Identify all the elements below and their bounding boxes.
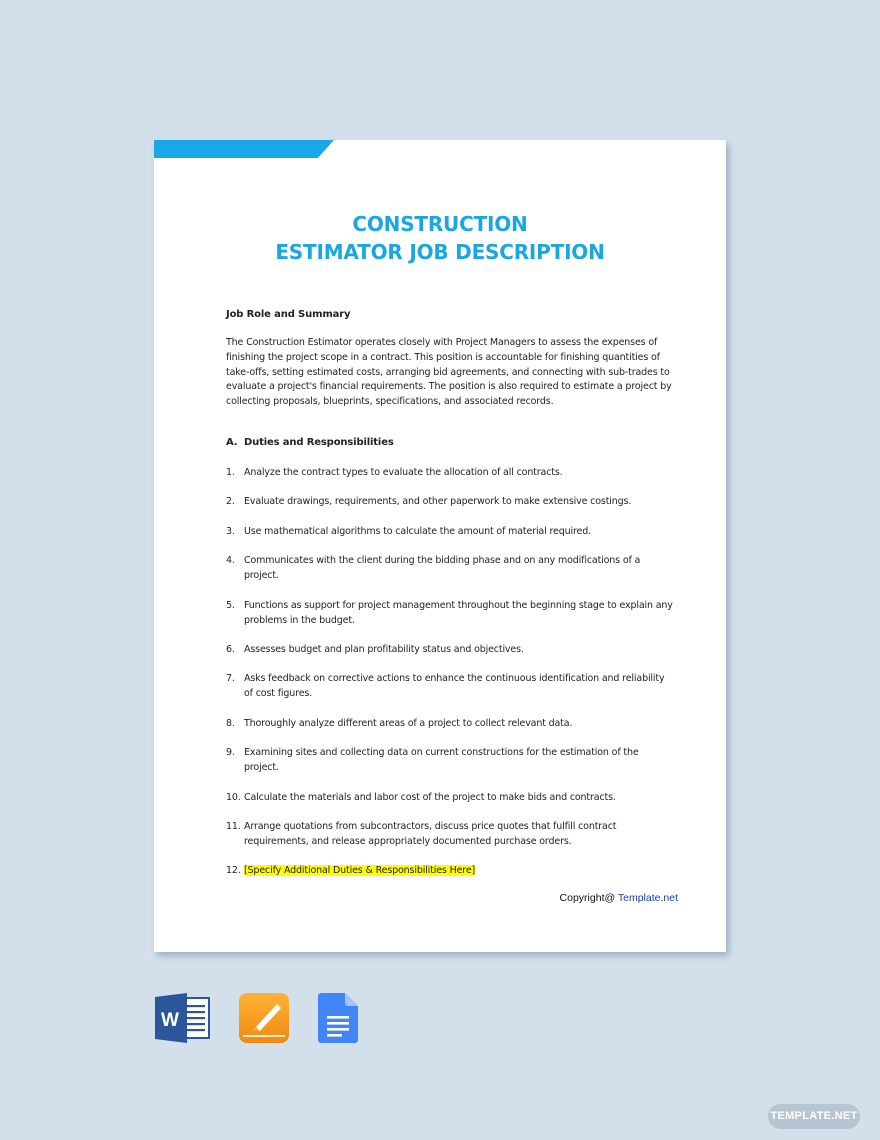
duty-item xyxy=(226,524,676,539)
word-icon-letter: W xyxy=(161,1010,179,1031)
duty-item xyxy=(226,745,676,775)
duty-number: 9. xyxy=(226,747,235,759)
duty-item xyxy=(226,863,676,878)
duty-number: 12. xyxy=(226,865,241,877)
duty-text: Thoroughly analyze different areas of a project to collect relevant data. xyxy=(244,717,573,729)
placeholder-highlight: [Specify Additional Duties & Responsibilities Here] xyxy=(244,865,476,877)
pages-icon[interactable] xyxy=(239,993,291,1048)
duties-heading-label: Duties and Responsibilities xyxy=(244,436,394,448)
summary-paragraph: The Construction Estimator operates closely with Project Managers to assess the expenses of finishing the project scope in a contract. This position is accountable for finishing quantities of take-offs, setting estimated costs, arranging bid agreements, and connecting with sub-trades to evaluate a project's financial requirements. The position is also required to estimate a project by collecting proposals, blueprints, specifications, and associated records. xyxy=(226,337,672,408)
word-icon[interactable] xyxy=(155,993,211,1048)
duty-item xyxy=(226,598,676,628)
duty-text: Analyze the contract types to evaluate the allocation of all contracts. xyxy=(244,466,563,478)
document-body xyxy=(226,308,676,893)
duty-number: 4. xyxy=(226,555,235,567)
duty-number: 7. xyxy=(226,673,235,685)
duty-number: 5. xyxy=(226,599,235,611)
copyright-link[interactable]: Template.net xyxy=(617,892,678,904)
duty-item xyxy=(226,671,676,701)
duty-text: Calculate the materials and labor cost of the project to make bids and contracts. xyxy=(244,791,616,803)
duty-number: 3. xyxy=(226,525,235,537)
duty-number: 2. xyxy=(226,496,235,508)
duties-heading xyxy=(226,436,676,450)
duty-item xyxy=(226,790,676,805)
document-page xyxy=(154,140,726,952)
duty-text: Assesses budget and plan profitability status and objectives. xyxy=(244,643,524,655)
duty-number: 10. xyxy=(226,791,241,803)
duty-item xyxy=(226,494,676,509)
title-line-1: CONSTRUCTION xyxy=(352,212,528,236)
duty-text: Evaluate drawings, requirements, and other paperwork to make extensive costings. xyxy=(244,496,632,508)
duty-text: Communicates with the client during the bidding phase and on any modifications of a project. xyxy=(244,555,641,582)
duty-item xyxy=(226,819,676,849)
duty-number: 8. xyxy=(226,717,235,729)
duties-list xyxy=(226,465,676,878)
duties-heading-letter: A. xyxy=(226,436,238,448)
duty-item xyxy=(226,465,676,480)
duty-number: 1. xyxy=(226,466,235,478)
google-docs-icon[interactable] xyxy=(318,993,360,1048)
document-title xyxy=(154,210,726,266)
duty-number: 6. xyxy=(226,643,235,655)
duty-text: Use mathematical algorithms to calculate the amount of material required. xyxy=(244,525,591,537)
duty-text: Functions as support for project management throughout the beginning stage to explain any problems in the budget. xyxy=(244,599,673,626)
accent-bar xyxy=(154,140,334,158)
section-heading: Job Role and Summary xyxy=(226,309,351,320)
title-line-2: ESTIMATOR JOB DESCRIPTION xyxy=(275,240,605,264)
duty-item xyxy=(226,716,676,731)
copyright-prefix: Copyright@ xyxy=(559,892,618,904)
duty-item xyxy=(226,642,676,657)
duty-number: 11. xyxy=(226,820,241,832)
duty-item xyxy=(226,553,676,583)
duty-text: Arrange quotations from subcontractors, discuss price quotes that fulfill contract requirements, and release appropriately documented purchase orders. xyxy=(244,820,617,847)
duty-text: Examining sites and collecting data on current constructions for the estimation of the project. xyxy=(244,747,639,774)
duty-text: Asks feedback on corrective actions to enhance the continuous identification and reliability of cost figures. xyxy=(244,673,665,700)
copyright-notice xyxy=(560,892,678,904)
template-net-badge[interactable]: TEMPLATE.NET xyxy=(768,1104,860,1129)
